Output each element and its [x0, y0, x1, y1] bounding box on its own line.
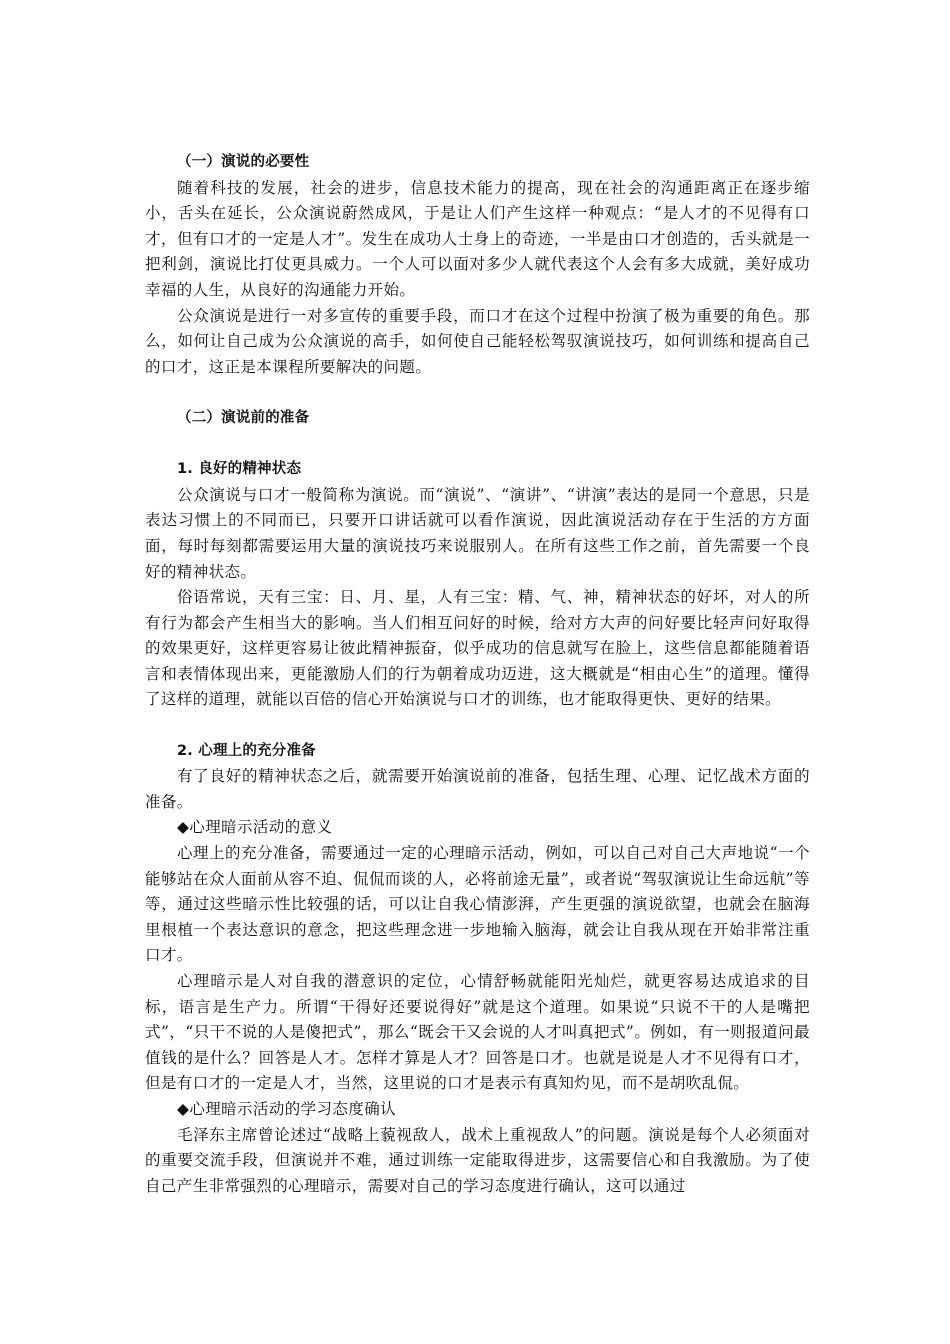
paragraph: 公众演说是进行一对多宣传的重要手段，而口才在这个过程中扮演了极为重要的角色。那么，如何让自己成为公众演说的高手，如何使自己能轻松驾驭演说技巧，如何训练和提高自己的口才，这正是本课程所要解决的问题。 — [145, 306, 810, 376]
paragraph: 心理上的充分准备，需要通过一定的心理暗示活动，例如，可以自己对自己大声地说“一个能够站在众人面前从容不迫、侃侃而谈的人，必将前途无量”，或者说“驾驭演说让生命远航”等等，通过这些暗示性比较强的话，可以让自我心情澎湃，产生更强的演说欲望，也就会在脑海里根植一个表达意识的意念，把这些理念进一步地输入脑海，就会让自我从现在开始非常注重口才。 — [145, 844, 810, 965]
bullet-item: ◆心理暗示活动的意义 — [177, 818, 333, 837]
paragraph: 心理暗示是人对自我的潜意识的定位，心情舒畅就能阳光灿烂，就更容易达成追求的目标，语言是生产力。所谓“干得好还要说得好”就是这个道理。如果说“只说不干的人是嘴把式”，“只干不说的人是傻把式”，那么“既会干又会说的人才叫真把式”。例如，有一则报道问最值钱的是什么？回答是人才。怎样才算是人才？回答是口才。也就是说是人才不见得有口才，但是有口才的一定是人才，当然，这里说的口才是表示有真知灼见，而不是胡吹乱侃。 — [145, 972, 810, 1093]
section-heading-preparation: （二）演说前的准备 — [177, 409, 310, 426]
subsection-heading-mental-state: 1. 良好的精神状态 — [177, 461, 302, 478]
document-page — [145, 0, 810, 1199]
bullet-item: ◆心理暗示活动的学习态度确认 — [177, 1099, 397, 1118]
paragraph: 随着科技的发展，社会的进步，信息技术能力的提高，现在社会的沟通距离正在逐步缩小，舌头在延长，公众演说蔚然成风，于是让人们产生这样一种观点：“是人才的不见得有口才，但有口才的一定是人才”。发生在成功人士身上的奇迹，一半是由口才创造的，舌头就是一把利剑，演说比打仗更具威力。一个人可以面对多少人就代表这个人会有多大成就，美好成功幸福的人生，从良好的沟通能力开始。 — [145, 178, 810, 299]
paragraph: 毛泽东主席曾论述过“战略上藐视敌人，战术上重视敌人”的问题。演说是每个人必须面对的重要交流手段，但演说并不难，通过训练一定能取得进步，这需要信心和自我激励。为了使自己产生非常强烈的心理暗示，需要对自己的学习态度进行确认，这可以通过 — [145, 1125, 810, 1195]
subsection-heading-psychological-prep: 2. 心理上的充分准备 — [177, 742, 316, 759]
paragraph: 俗语常说，天有三宝：日、月、星，人有三宝：精、气、神，精神状态的好坏，对人的所有行为都会产生相当大的影响。当人们相互问好的时候，给对方大声的问好要比轻声问好取得的效果更好，这样更容易让彼此精神振奋，似乎成功的信息就写在脸上，这些信息都能随着语言和表情体现出来，更能激励人们的行为朝着成功迈进，这大概就是“相由心生”的道理。懂得了这样的道理，就能以百倍的信心开始演说与口才的训练，也才能取得更快、更好的结果。 — [145, 588, 810, 709]
section-heading-necessity: （一）演说的必要性 — [177, 154, 310, 170]
paragraph: 有了良好的精神状态之后，就需要开始演说前的准备，包括生理、心理、记忆战术方面的准备。 — [145, 767, 810, 811]
paragraph: 公众演说与口才一般简称为演说。而“演说”、“演讲”、“讲演”表达的是同一个意思，只是表达习惯上的不同而已，只要开口讲话就可以看作演说，因此演说活动存在于生活的方方面面，每时每刻都需要运用大量的演说技巧来说服别人。在所有这些工作之前，首先需要一个良好的精神状态。 — [145, 485, 810, 581]
